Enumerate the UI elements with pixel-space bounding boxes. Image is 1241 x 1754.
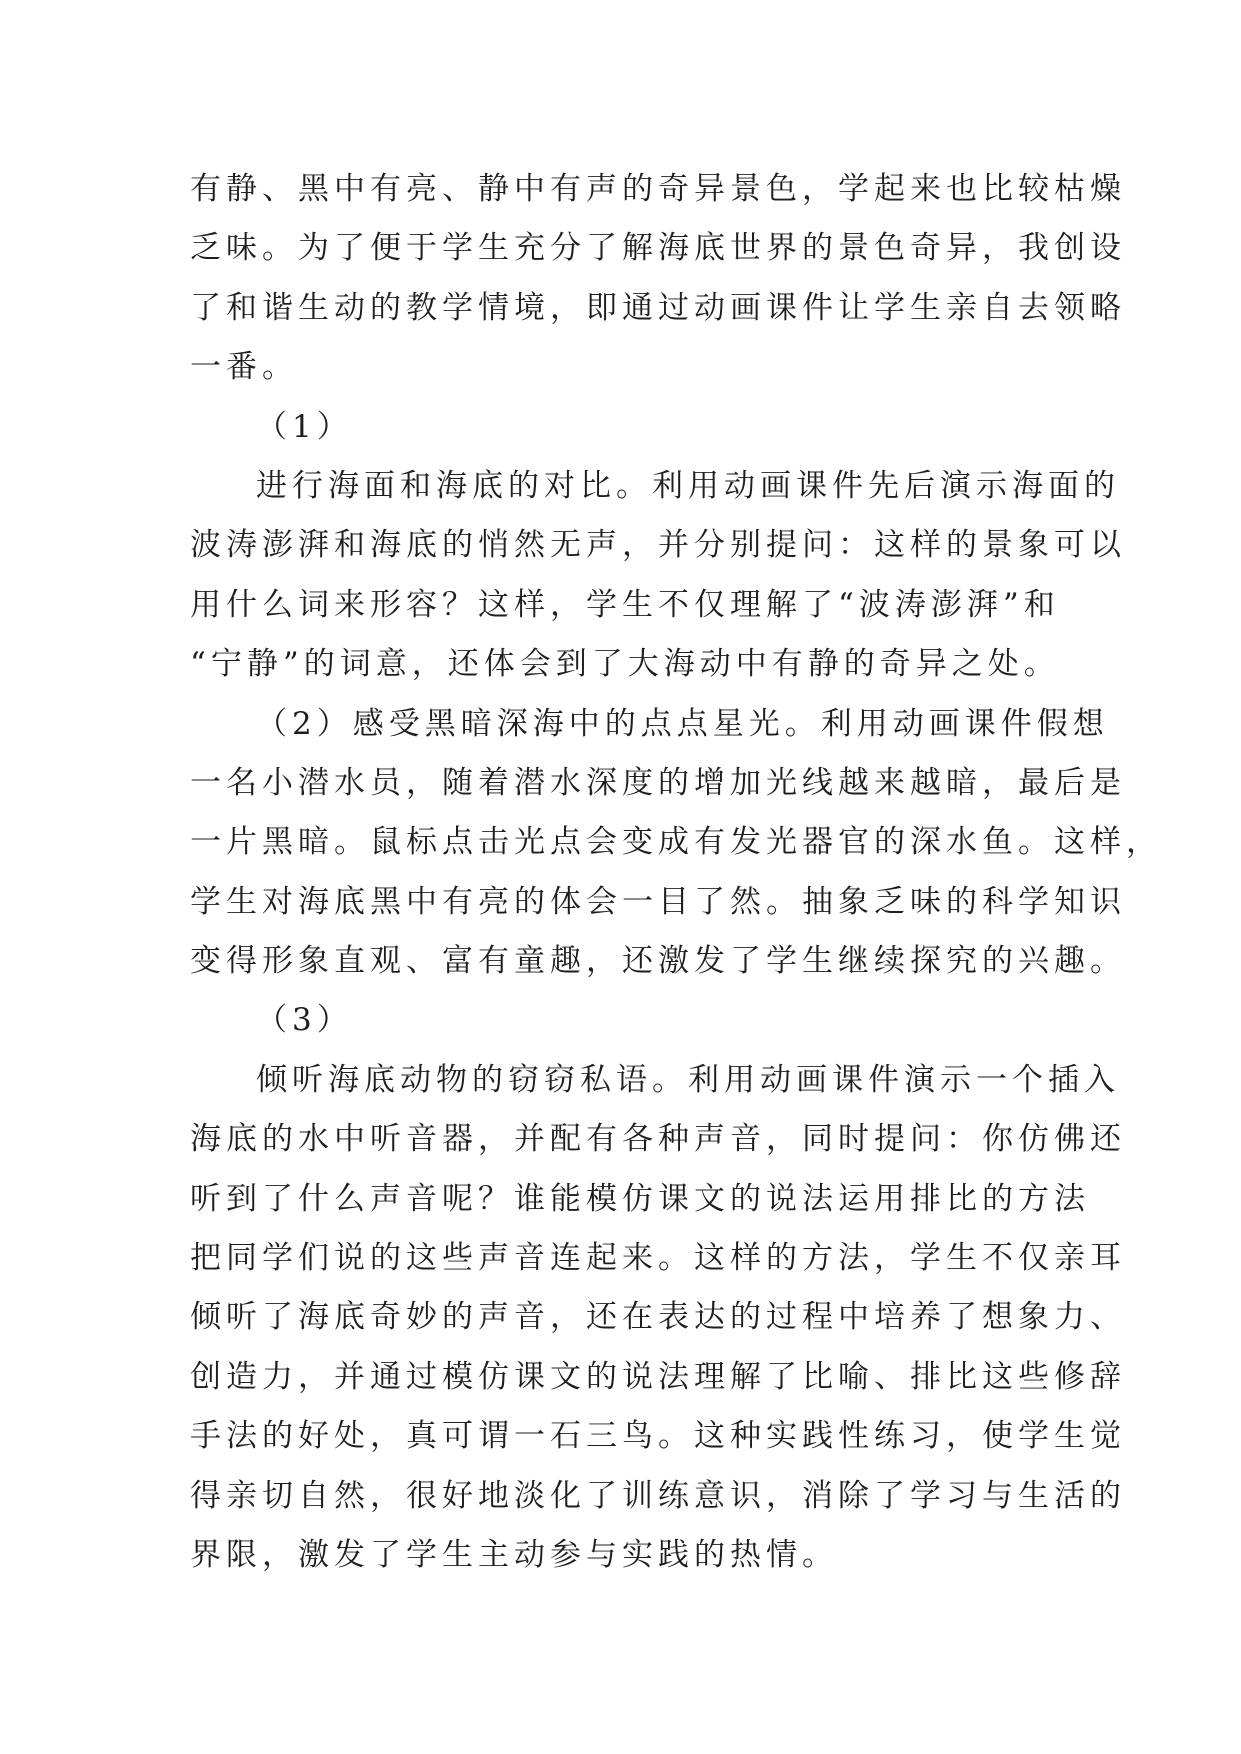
text-line: 创造力，并通过模仿课文的说法理解了比喻、排比这些修辞: [190, 1358, 1126, 1395]
text-line: 进行海面和海底的对比。利用动画课件先后演示海面的: [256, 467, 1120, 504]
text-line: 一片黑暗。鼠标点击光点会变成有发光器官的深水鱼。这样，: [190, 824, 1162, 861]
text-line: 界限，激发了学生主动参与实践的热情。: [190, 1536, 838, 1573]
text-line: 海底的水中听音器，并配有各种声音，同时提问：你仿佛还: [190, 1121, 1126, 1158]
text-line: 一名小潜水员，随着潜水深度的增加光线越来越暗，最后是: [190, 764, 1126, 801]
text-line: 乏味。为了便于学生充分了解海底世界的景色奇异，我创设: [190, 230, 1126, 267]
text-line: “宁静”的词意，还体会到了大海动中有静的奇异之处。: [190, 646, 1060, 683]
text-line: 得亲切自然，很好地淡化了训练意识，消除了学习与生活的: [190, 1477, 1126, 1514]
text-line: 听到了什么声音呢？谁能模仿课文的说法运用排比的方法: [190, 1180, 1090, 1217]
text-line: 了和谐生动的教学情境，即通过动画课件让学生亲自去领略: [190, 289, 1126, 326]
text-line: 把同学们说的这些声音连起来。这样的方法，学生不仅亲耳: [190, 1240, 1126, 1277]
text-line: 用什么词来形容？这样，学生不仅理解了“波涛澎湃”和: [190, 586, 1060, 623]
body-text: [190, 160, 1162, 1585]
text-line: 变得形象直观、富有童趣，还激发了学生继续探究的兴趣。: [190, 943, 1126, 980]
text-line: 倾听海底动物的窃窃私语。利用动画课件演示一个插入: [256, 1061, 1120, 1098]
text-line: （2）感受黑暗深海中的点点星光。利用动画课件假想: [256, 705, 1109, 742]
text-line: 学生对海底黑中有亮的体会一目了然。抽象乏味的科学知识: [190, 883, 1126, 920]
text-line: 倾听了海底奇妙的声音，还在表达的过程中培养了想象力、: [190, 1299, 1126, 1336]
section-number: （3）: [256, 1002, 353, 1039]
text-line: 手法的好处，真可谓一石三鸟。这种实践性练习，使学生觉: [190, 1418, 1126, 1455]
text-line: 波涛澎湃和海底的悄然无声，并分别提问：这样的景象可以: [190, 527, 1126, 564]
text-line: 一番。: [190, 349, 298, 386]
section-number: （1）: [256, 408, 353, 445]
text-line: 有静、黑中有亮、静中有声的奇异景色，学起来也比较枯燥: [190, 171, 1126, 207]
